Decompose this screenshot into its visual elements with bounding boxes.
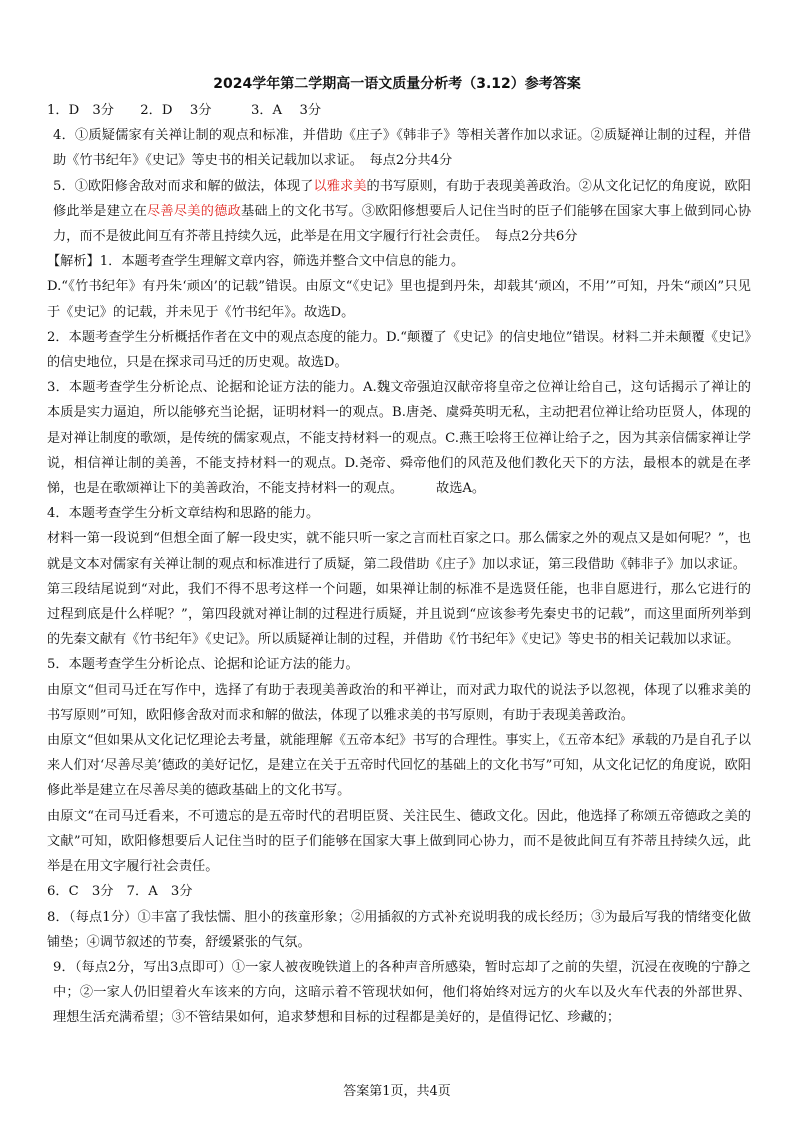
answer-9: 9．（每点2分，写出3点即可）①一家人被夜晚铁道上的各种声音所感染，暂时忘却了之前的失望，沉浸在夜晚的宁静之中；②一家人仍旧望着火车该来的方向，这暗示着不管现状如何，他们将始终对远方的火车以及火车代表的外部世界、理想生活充满希望；③不管结果如何，追求梦想和目标的过程都是美好的，是值得记忆、珍藏的；	[53, 959, 751, 1026]
highlight-text-2: 尽善尽美的德政	[147, 203, 241, 219]
page-footer: 答案第1页，共4页	[343, 1084, 451, 1099]
answer-6-7: 6．C 3分 7．A 3分	[47, 884, 193, 900]
answer-5	[47, 174, 751, 250]
analysis-header: 【解析】1．本题考查学生理解文章内容，筛选并整合文中信息的能力。	[47, 254, 465, 270]
answer-4: 4．①质疑儒家有关禅让制的观点和标准，并借助《庄子》《韩非子》等相关著作加以求证。②质疑禅让制的过程，并借助《竹书纪年》《史记》等史书的相关记载加以求证。 每点2分共4分	[53, 128, 751, 169]
page-title: 2024学年第二学期高一语文质量分析考（3.12）参考答案	[213, 76, 581, 92]
analysis-2: 2．本题考查学生分析概括作者在文中的观点态度的能力。D.“颠覆了《史记》的信史地位”错误。材料二并未颠覆《史记》的信史地位，只是在探求司马迁的历史观。故选D。	[47, 329, 751, 371]
analysis-1-detail: D.“《竹书纪年》有丹朱‘顽凶’的记载”错误。由原文“《史记》里也提到丹朱，却载其‘顽凶，不用’”可知，丹朱“顽凶”只见于《史记》的记载，并未见于《竹书纪年》。故选D。	[47, 279, 751, 320]
analysis-5-para-3: 由原文“在司马迁看来，不可遗忘的是五帝时代的君明臣贤、关注民生、德政文化。因此，他选择了称颂五帝德政之美的文献”可知，欧阳修想要后人记住当时的臣子们能够在国家大事上做到同心协力，而不是彼此间互有芥蒂且持续久远，此举是在用文字履行社会责任。	[47, 808, 751, 875]
answer-5-part-a: 5．①欧阳修舍敌对而求和解的做法，体现了	[53, 178, 314, 194]
answer-5-part-e: 基础上的文化书写。③欧阳修想要后人记住当时的臣子们能够在国家大事上做到同心协力，而不是彼此间互有芥蒂且持续久远，此举是在用文字履行行社会责任。 每点2分共6分	[53, 203, 752, 245]
analysis-3: 3．本题考查学生分析论点、论据和论证方法的能力。A.魏文帝强迫汉献帝将皇帝之位禅让给自己，这句话揭示了禅让的本质是实力逼迫，所以能够充当论据，证明材料一的观点。B.唐尧、虞舜英明无私，主动把君位禅让给功臣贤人，体现的是对禅让制度的歌颂，是传统的儒家观点，不能支持材料一的观点。C.燕王哙将王位禅让给子之，因为其亲信儒家禅让学说，相信禅让制的美善，不能支持材料一的观点。D.尧帝、舜帝他们的风范及他们教化天下的方法，最根本的就是在孝悌，也是在歌颂禅让下的美善政治，不能支持材料一的观点。 故选A。	[47, 380, 751, 497]
analysis-4-header: 4．本题考查学生分析文章结构和思路的能力。	[47, 506, 320, 522]
answer-8: 8．（每点1分）①丰富了我怯懦、胆小的孩童形象；②用插叙的方式补充说明我的成长经历；③为最后写我的情绪变化做铺垫；④调节叙述的节奏，舒缓紧张的气氛。	[47, 909, 751, 950]
analysis-5-para-2: 由原文“但如果从文化记忆理论去考量，就能理解《五帝本纪》书写的合理性。事实上，《五帝本纪》承载的乃是自孔子以来人们对‘尽善尽美’德政的美好记忆，是建立在关于五帝时代回忆的基础上的文化书写”可知，从文化记忆的角度说，欧阳修此举是建立在尽善尽美的德政基础上的文化书写。	[47, 733, 751, 799]
answer-content	[47, 98, 751, 1031]
analysis-5-para-1: 由原文“但司马迁在写作中，选择了有助于表现美善政治的和平禅让，而对武力取代的说法予以忽视，体现了以雅求美的书写原则”可知，欧阳修舍敌对而求和解的做法，体现了以雅求美的书写原则，有助于表现美善政治。	[47, 682, 751, 723]
analysis-5-header: 5．本题考查学生分析论点、论据和论证方法的能力。	[47, 657, 359, 673]
analysis-4-para-1: 材料一第一段说到“但想全面了解一段史实，就不能只听一家之言而杜百家之口。那么儒家之外的观点又是如何呢？”，也就是文本对儒家有关禅让制的观点和标准进行了质疑，第二段借助《庄子》加以求证，第三段借助《韩非子》加以求证。	[47, 531, 751, 572]
answer-5-part-c: 的书写原则，有助于表现美善政治。②从文化记忆的角度说，欧阳修此举是建立在	[53, 178, 751, 219]
highlight-text-1: 以雅求美	[313, 178, 367, 194]
analysis-4-para-2: 第三段结尾说到“对此，我们不得不思考这样一个问题，如果禅让制的标准不是选贤任能，也非自愿进行，那么它进行的过程到底是什么样呢？”，第四段就对禅让制的过程进行质疑，并且说到“应该参考先秦史书的记载”，而这里面所列举到的先秦文献有《竹书纪年》《史记》。所以质疑禅让制的过程，并借助《竹书纪年》《史记》等史书的相关记载加以求证。	[47, 581, 751, 648]
answer-line-1-3: 1．D 3分 2．D 3分 3．A 3分	[47, 103, 322, 118]
